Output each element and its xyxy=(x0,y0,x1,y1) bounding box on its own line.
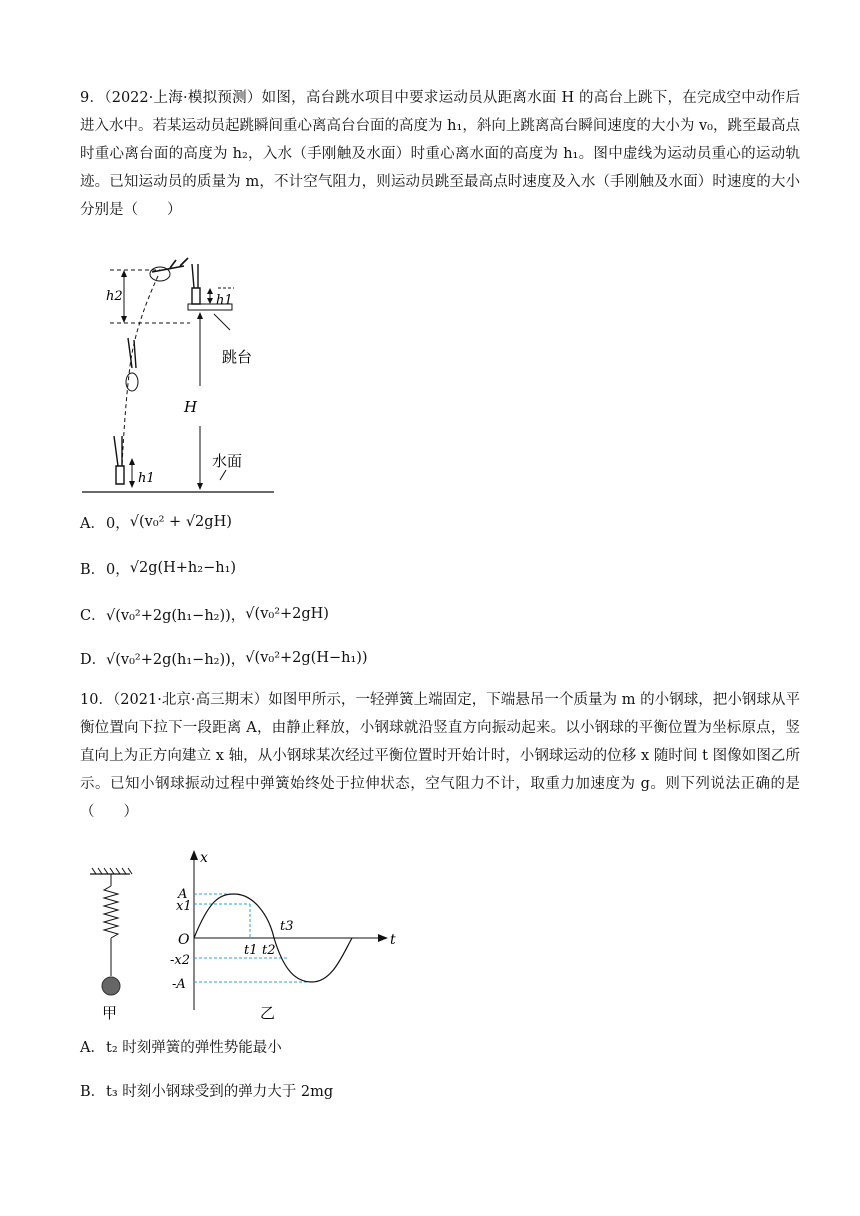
question-10 xyxy=(80,686,800,826)
option-expr: √2g(H+h₂−h₁) xyxy=(129,560,237,576)
option-first: √(v₀²+2g(h₁−h₂))， xyxy=(106,651,246,668)
option-label: D． xyxy=(80,651,107,668)
option-label: A． xyxy=(80,515,105,532)
option-label: A． xyxy=(80,1039,105,1056)
tick-A: A xyxy=(178,887,188,902)
tick-neg-x2: -x2 xyxy=(170,953,190,968)
option-expr: √(v₀² + √2gH) xyxy=(129,514,232,530)
tick-t3: t3 xyxy=(280,919,294,934)
option-first: 0， xyxy=(106,515,130,532)
origin-label: O xyxy=(178,932,190,948)
option-label: B． xyxy=(80,561,106,578)
option-text: t₃ 时刻小钢球受到的弹力大于 2mg xyxy=(106,1083,334,1100)
option-label: B． xyxy=(80,1083,106,1100)
label-water: 水面 xyxy=(212,452,243,470)
option-expr: √(v₀²+2g(H−h₁)) xyxy=(245,650,368,666)
q9-option-a[interactable] xyxy=(80,510,232,534)
tick-x1: x1 xyxy=(176,899,192,914)
q9-option-b[interactable] xyxy=(80,556,236,580)
option-label: C． xyxy=(80,607,106,624)
label-H: H xyxy=(184,398,198,416)
option-text: t₂ 时刻弹簧的弹性势能最小 xyxy=(106,1039,282,1056)
q10-option-a[interactable] xyxy=(80,1034,282,1058)
label-jia: 甲 xyxy=(102,1004,118,1022)
oscillation-figure xyxy=(84,846,404,1026)
diving-figure xyxy=(80,256,280,496)
q10-option-b[interactable] xyxy=(80,1078,333,1102)
option-expr: √(v₀²+2gH) xyxy=(245,606,329,622)
label-yi: 乙 xyxy=(260,1004,276,1022)
label-h1-top: h1 xyxy=(216,293,233,308)
q9-option-c[interactable] xyxy=(80,602,329,626)
q9-option-d[interactable] xyxy=(80,646,368,670)
option-first: √(v₀²+2g(h₁−h₂))， xyxy=(106,607,246,624)
option-first: 0， xyxy=(106,561,130,578)
label-h1-bottom: h1 xyxy=(138,471,155,486)
question-9 xyxy=(80,84,800,224)
question-9-text: 9．（2022·上海·模拟预测）如图，高台跳水项目中要求运动员从距离水面 H 的高台上跳下，在完成空中动作后进入水中。若某运动员起跳瞬间重心离高台台面的高度为 h₁，斜向上跳离高台瞬间速度的大小为 v₀，跳至最高点时重心离台面的高度为 h₂，入水（手刚触及水面）时重心离水面的高度为 h₁。图中虚线为运动员重心的运动轨迹。已知运动员的质量为 m，不计空气阻力，则运动员跳至最高点时速度及入水（手刚触及水面）时速度的大小分别是（ ） xyxy=(80,90,800,218)
label-platform: 跳台 xyxy=(222,348,253,366)
axis-t-label: t xyxy=(390,932,396,948)
tick-neg-A: -A xyxy=(172,977,186,992)
label-h2: h2 xyxy=(106,289,123,304)
tick-t1: t1 xyxy=(244,943,258,958)
axis-x-label: x xyxy=(200,850,208,866)
tick-t2: t2 xyxy=(262,943,276,958)
question-10-text: 10．（2021·北京·高三期末）如图甲所示，一轻弹簧上端固定，下端悬吊一个质量为 m 的小钢球，把小钢球从平衡位置向下拉下一段距离 A，由静止释放，小钢球就沿竖直方向振动起来。以小钢球的平衡位置为坐标原点，竖直向上为正方向建立 x 轴，从小钢球某次经过平衡位置时开始计时，小钢球运动的位移 x 随时间 t 图像如图乙所示。已知小钢球振动过程中弹簧始终处于拉伸状态，空气阻力不计，取重力加速度为 g。则下列说法正确的是（ ） xyxy=(80,692,800,820)
